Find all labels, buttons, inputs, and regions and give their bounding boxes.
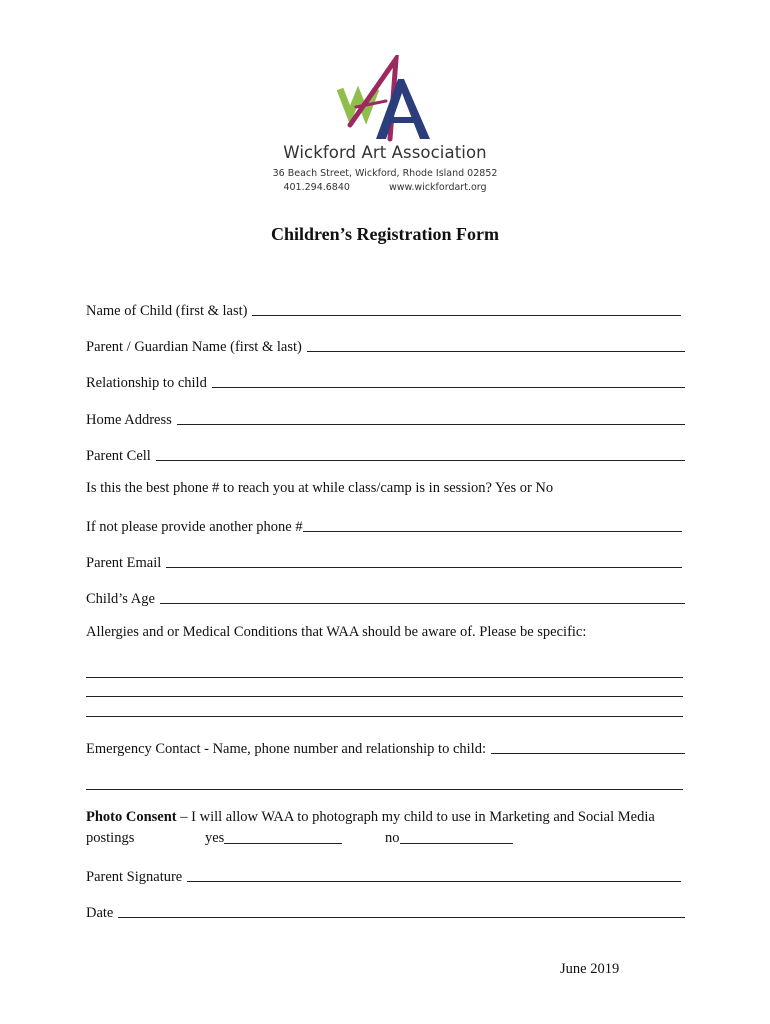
logo-letter-a-navy-bar <box>388 117 416 123</box>
form-revision-date: June 2019 <box>560 961 620 977</box>
child-name-label: Name of Child (first & last) <box>86 303 248 319</box>
home-address-field[interactable] <box>86 409 685 429</box>
parent-email-label: Parent Email <box>86 555 162 571</box>
photo-consent-postings: postings <box>86 830 135 846</box>
child-age-label: Child’s Age <box>86 591 155 607</box>
allergies-line-3[interactable] <box>86 716 683 717</box>
parent-signature-field[interactable] <box>86 866 685 886</box>
relationship-line[interactable] <box>212 386 685 388</box>
child-name-field[interactable] <box>86 300 685 320</box>
parent-signature-line[interactable] <box>187 880 681 882</box>
emergency-contact-line-2[interactable] <box>86 789 683 790</box>
best-phone-question: Is this the best phone # to reach you at while class/camp is in session? Yes or No <box>86 480 554 496</box>
relationship-field[interactable] <box>86 372 685 392</box>
parent-signature-label: Parent Signature <box>86 869 183 885</box>
organization-phone: 401.294.6840 <box>283 182 350 193</box>
parent-email-line[interactable] <box>166 566 682 568</box>
date-label: Date <box>86 905 114 921</box>
emergency-contact-field[interactable] <box>86 738 685 758</box>
logo-letter-a-navy <box>376 79 430 139</box>
organization-contact <box>0 182 770 193</box>
parent-cell-field[interactable] <box>86 445 685 465</box>
photo-consent-heading: Photo Consent <box>86 809 177 825</box>
child-name-line[interactable] <box>252 314 681 316</box>
relationship-label: Relationship to child <box>86 375 207 391</box>
form-title: Children’s Registration Form <box>271 224 499 244</box>
parent-cell-line[interactable] <box>156 459 685 461</box>
home-address-line[interactable] <box>177 423 685 425</box>
allergies-label: Allergies and or Medical Conditions that WAA should be aware of. Please be specific: <box>86 624 587 640</box>
guardian-name-field[interactable] <box>86 336 685 356</box>
photo-consent-statement <box>86 809 686 826</box>
allergies-line-1[interactable] <box>86 677 683 678</box>
other-phone-field[interactable] <box>86 516 685 536</box>
child-age-line[interactable] <box>160 602 685 604</box>
other-phone-label: If not please provide another phone # <box>86 519 303 535</box>
photo-yes-option[interactable] <box>205 830 342 847</box>
organization-name: Wickford Art Association <box>283 143 487 162</box>
organization-address: 36 Beach Street, Wickford, Rhode Island 02852 <box>272 168 498 179</box>
allergies-line-2[interactable] <box>86 696 683 697</box>
date-field[interactable] <box>86 902 685 922</box>
photo-yes-label: yes <box>205 830 225 846</box>
parent-cell-label: Parent Cell <box>86 448 151 464</box>
child-age-field[interactable] <box>86 588 685 608</box>
photo-consent-options <box>86 830 686 850</box>
guardian-name-line[interactable] <box>307 350 685 352</box>
emergency-contact-line[interactable] <box>491 752 685 754</box>
guardian-name-label: Parent / Guardian Name (first & last) <box>86 339 302 355</box>
emergency-contact-label: Emergency Contact - Name, phone number and relationship to child: <box>86 741 486 757</box>
photo-no-line[interactable] <box>400 842 513 844</box>
photo-consent-text: – I will allow WAA to photograph my child to use in Marketing and Social Media <box>176 809 655 825</box>
photo-no-option[interactable] <box>385 830 513 847</box>
photo-no-label: no <box>385 830 400 846</box>
parent-email-field[interactable] <box>86 552 685 572</box>
home-address-label: Home Address <box>86 412 172 428</box>
other-phone-line[interactable] <box>303 530 682 532</box>
photo-yes-line[interactable] <box>224 842 342 844</box>
waa-logo <box>336 55 436 143</box>
organization-website: www.wickfordart.org <box>388 182 487 193</box>
date-line[interactable] <box>118 916 685 918</box>
